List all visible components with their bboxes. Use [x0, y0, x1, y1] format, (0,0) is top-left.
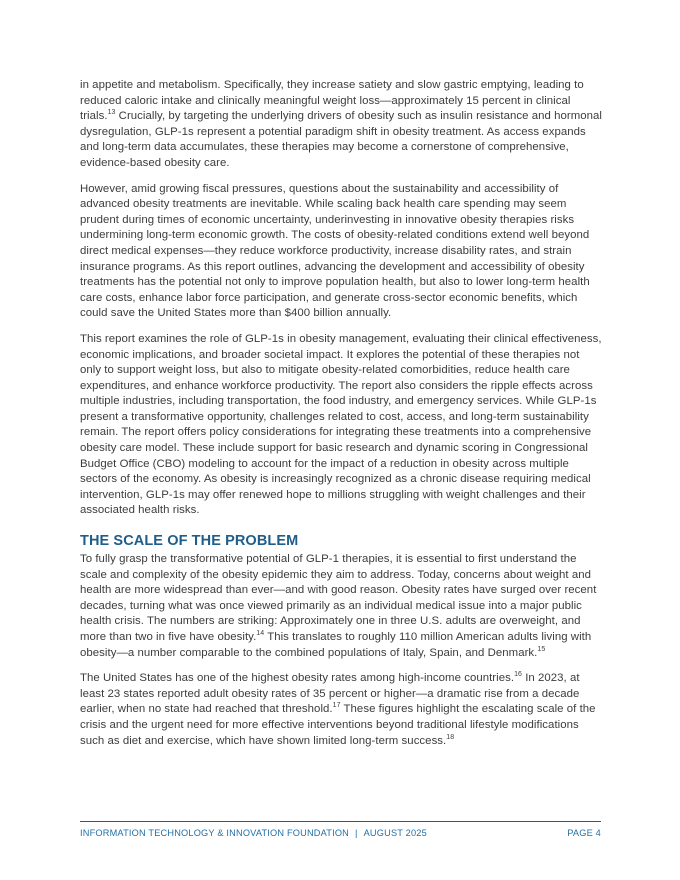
body-paragraph: [80, 182, 602, 322]
footnote-reference: 18: [446, 733, 455, 741]
footer-left: [80, 828, 427, 838]
paragraph-text: in appetite and metabolism. Specifically, they increase satiety and slow gastric emptying, leading to reduced caloric intake and clinically meaningful weight loss—approximately 15 percent in clinical trials.: [80, 79, 584, 123]
footer-date: AUGUST 2025: [363, 828, 427, 838]
section-paragraphs: [80, 552, 602, 749]
paragraph-text: These figures highlight the escalating scale of the crisis and the urgent need for more effective interventions beyond traditional lifestyle modifications such as diet and exercise, which have shown limited long-term success.: [80, 703, 596, 747]
footnote-reference: 16: [514, 671, 522, 679]
footer-separator: |: [355, 828, 358, 838]
body-paragraph: [80, 332, 602, 519]
footnote-reference: 14: [256, 630, 265, 638]
body-paragraph: [80, 78, 602, 172]
paragraph-text: In 2023, at least 23 states reported adult obesity rates of 35 percent or higher—a dramatic rise from a decade earlier, when no state had reached that threshold.: [80, 672, 580, 716]
paragraph-text: Crucially, by targeting the underlying drivers of obesity such as insulin resistance and hormonal dysregulation, GLP-1s represent a potential paradigm shift in obesity treatment. As access expands and long-term data accumulates, these therapies may become a cornerstone of comprehensive, evidence-based obesity care.: [80, 110, 602, 169]
footnote-reference: 17: [332, 702, 341, 710]
page-content: [80, 78, 602, 759]
paragraph-text: This translates to roughly 110 million American adults living with obesity—a number comparable to the combined populations of Italy, Spain, and Denmark.: [80, 631, 592, 659]
footnote-reference: 13: [107, 109, 116, 117]
footer-organization: INFORMATION TECHNOLOGY & INNOVATION FOUNDATION: [80, 828, 350, 838]
page-number: PAGE 4: [567, 828, 601, 838]
intro-paragraphs: [80, 78, 602, 519]
body-paragraph: [80, 671, 602, 749]
paragraph-text: To fully grasp the transformative potential of GLP-1 therapies, it is essential to first understand the scale and complexity of the obesity epidemic they aim to address. Today, concerns about weight and health are more widespread than ever—and with good reason. Obesity rates have surged over recent decades, turning what was once viewed primarily as an individual medical issue into a major public health crisis. The numbers are striking: Approximately one in three U.S. adults are overweight, and more than two in five have obesity.: [80, 553, 597, 643]
paragraph-text: However, amid growing fiscal pressures, questions about the sustainability and accessibility of advanced obesity treatments are inevitable. While scaling back health care spending may seem prudent during times of economic uncertainty, underinvesting in innovative obesity therapies risks undermining long-term economic growth. The costs of obesity-related conditions extend well beyond direct medical expenses—they reduce workforce productivity, increase disability rates, and strain insurance programs. As this report outlines, advancing the development and accessibility of obesity treatments has the potential not only to improve population health, but also to lower long-term health care costs, enhance labor force participation, and generate cross-sector economic benefits, which could save the United States more than $400 billion annually.: [80, 182, 590, 320]
paragraph-text: This report examines the role of GLP-1s in obesity management, evaluating their clinical effectiveness, economic implications, and broader societal impact. It explores the potential of these therapies not only to support weight loss, but also to mitigate obesity-related comorbidities, reduce health care expenditures, and enhance workforce productivity. The report also considers the ripple effects across multiple industries, including transportation, the food industry, and emergency services. While GLP-1s present a transformative opportunity, challenges related to cost, access, and long-term sustainability remain. The report offers policy considerations for integrating these treatments into a comprehensive obesity care model. These include support for basic research and dynamic scoring in Congressional Budget Office (CBO) modeling to account for the impact of a reduction in obesity across multiple sectors of the economy. As obesity is increasingly recognized as a chronic disease requiring medical intervention, GLP-1s may offer renewed hope to millions struggling with weight challenges and their associated health risks.: [80, 332, 602, 517]
footnote-reference: 15: [537, 645, 546, 653]
section-heading: THE SCALE OF THE PROBLEM: [80, 533, 299, 550]
footer-divider: [80, 821, 601, 822]
body-paragraph: [80, 552, 602, 661]
paragraph-text: The United States has one of the highest obesity rates among high-income countries.: [80, 672, 515, 685]
